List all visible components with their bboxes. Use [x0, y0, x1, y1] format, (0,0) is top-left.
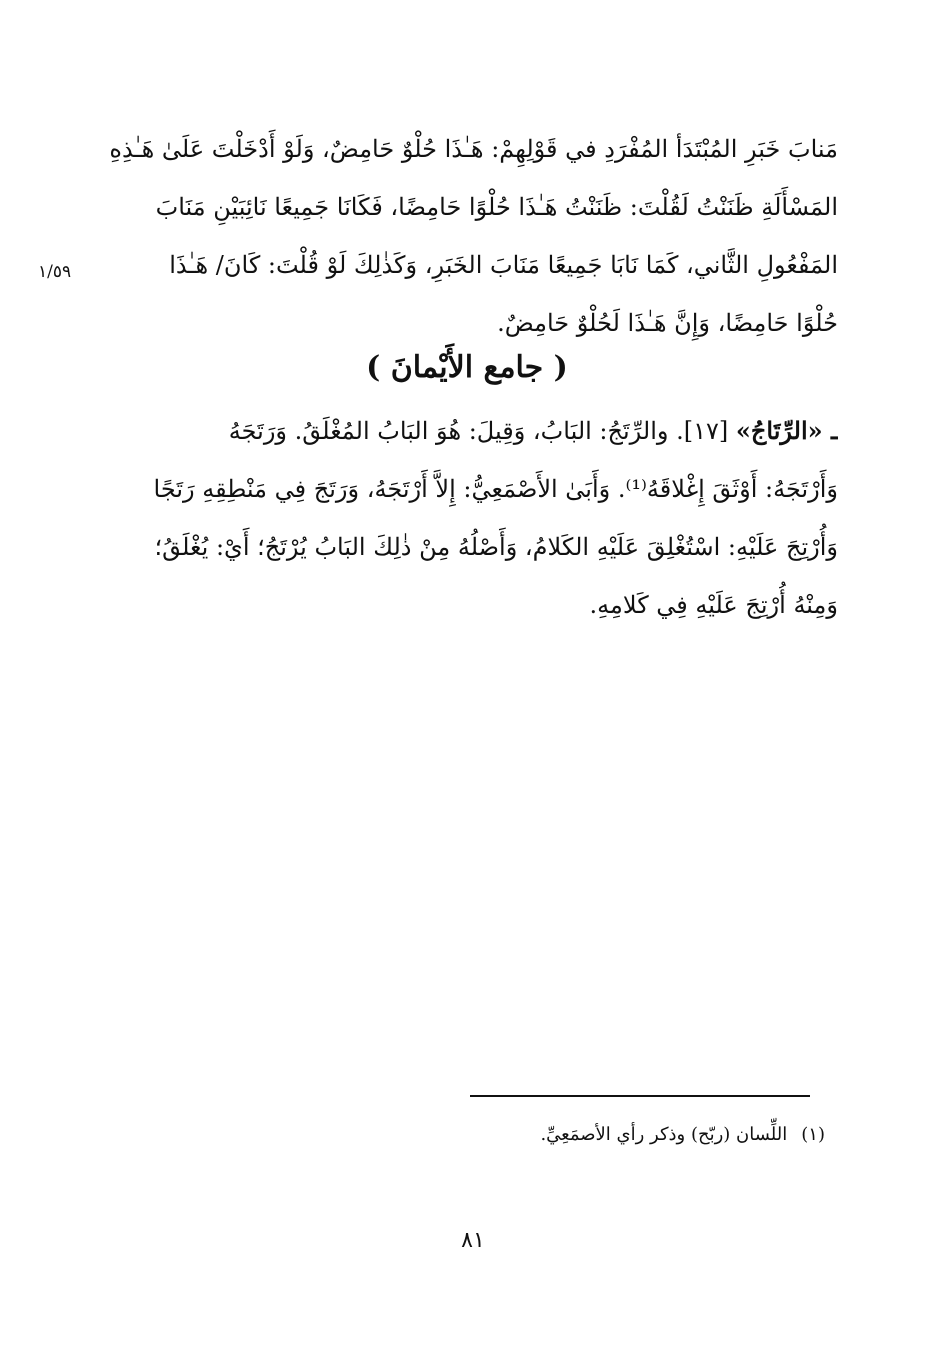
text-line: وَأَرْتَجَهُ: أَوْثَقَ إِغْلاقَهُ⁽¹⁾. وَأَبَىٰ الأَصْمَعِيُّ: إِلاَّ أَرْتَجَهُ، وَرَتَجَ فِي مَنْطِقِهِ رَتَجًا — [153, 475, 838, 503]
text-line: المَسْأَلَةِ ظَنَنْتُ لَقُلْتَ: ظَنَنْتُ هَـٰذَا حُلْوًا حَامِضًا، فَكَانَا جَمِيعًا نَائِبَيْنِ مَنَابَ — [155, 193, 838, 221]
footnote — [420, 1120, 825, 1150]
margin-manuscript-ref: ١/٥٩ — [38, 262, 72, 282]
entry-lemma: ـ «الرِّتَاجُ» — [735, 416, 838, 445]
text-line — [96, 402, 838, 460]
text-line: وَأُرْتِجَ عَلَيْهِ: اسْتُغْلِقَ عَلَيْهِ الكَلامُ، وَأَصْلُهُ مِنْ ذٰلِكَ البَابُ يُرْتَجُ؛ أَيْ: يُغْلَقُ؛ — [154, 533, 838, 561]
section-heading: ( جامع الأَيْمانَ ) — [366, 350, 568, 385]
entry-text: [١٧]. والرِّتَجُ: البَابُ، وَقِيلَ: هُوَ البَابُ المُغْلَقُ. وَرَتَجَهُ — [228, 417, 736, 445]
footnote-number: (١) — [801, 1124, 825, 1145]
paragraph-1 — [96, 120, 838, 352]
text-line: المَفْعُولِ الثَّاني، كَمَا نَابَا جَمِيعًا مَنَابَ الخَبَرِ، وَكَذٰلِكَ لَوْ قُلْتَ: كَانَ/ هَـٰذَا — [169, 251, 838, 279]
text-line: مَنابَ خَبَرِ المُبْتَدَأ المُفْرَدِ في قَوْلِهِمْ: هَـٰذَا حُلْوٌ حَامِضٌ، وَلَوْ أَدْخَلْتَ عَلَىٰ هَـٰذِهِ — [109, 135, 838, 163]
page-number: ٨١ — [461, 1228, 485, 1253]
text-line: حُلْوًا حَامِضًا، وَإِنَّ هَـٰذَا لَحُلْوٌ حَامِضٌ. — [497, 309, 838, 337]
paragraph-2 — [96, 402, 838, 634]
footnote-text: اللِّسان (ربّح) وذكر رأي الأصمَعِيِّ. — [540, 1124, 788, 1145]
footnote-divider — [470, 1095, 810, 1097]
text-line: وَمِنْهُ أُرْتِجَ عَلَيْهِ فِي كَلامِهِ. — [589, 591, 838, 619]
